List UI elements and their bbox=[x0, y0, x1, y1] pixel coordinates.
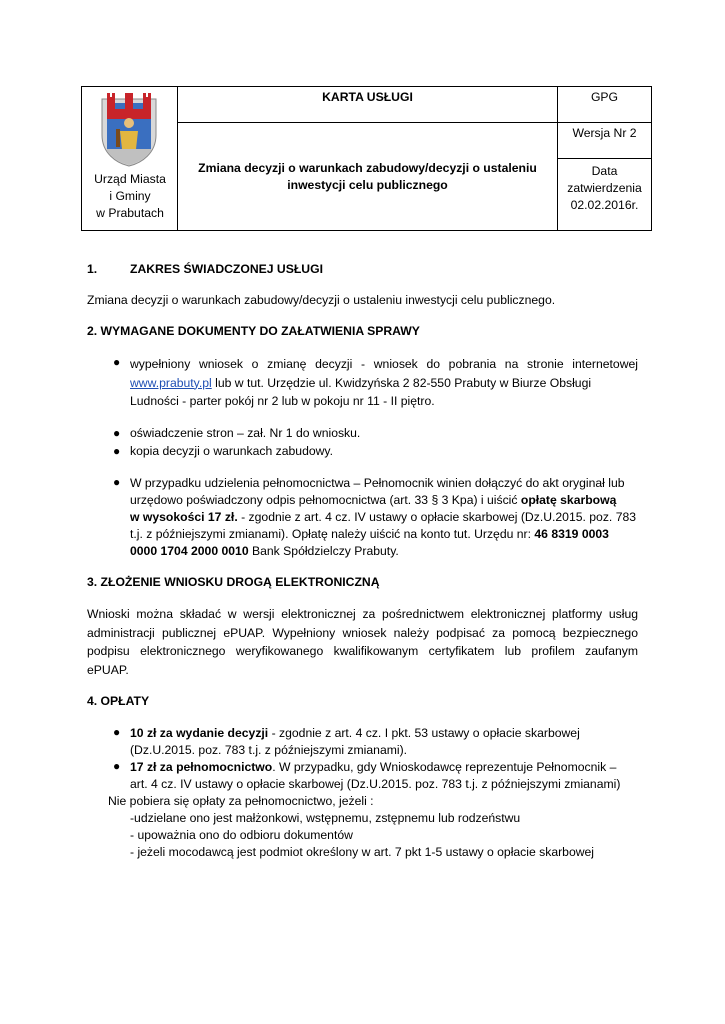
office-name bbox=[82, 171, 178, 222]
fee2-label: 17 zł za pełnomocnictwo bbox=[130, 760, 273, 774]
office-line-2: i Gminy bbox=[109, 189, 151, 203]
exemption-2: - upoważnia ono do odbioru dokumentów bbox=[130, 828, 353, 842]
fee-item-2 bbox=[130, 759, 640, 793]
website-link[interactable]: www.prabuty.pl bbox=[130, 375, 212, 390]
doc4-line3: - zgodnie z art. 4 cz. IV ustawy o opłacie skarbowej (Dz.U.2015. poz. 783 bbox=[237, 510, 637, 524]
bank-name: Bank Spółdzielczy Prabuty. bbox=[248, 544, 399, 558]
exemption-3: - jeżeli mocodawcą jest podmiot określony w art. 7 pkt 1-5 ustawy o opłacie skarbowej bbox=[130, 845, 595, 859]
section1-text: Zmiana decyzji o warunkach zabudowy/decyzji o ustaleniu inwestycji celu publicznego. bbox=[87, 293, 556, 307]
approval-date: 02.02.2016r. bbox=[570, 198, 639, 212]
service-name: Zmiana decyzji o warunkach zabudowy/decyzji o ustaleniu inwestycji celu publicznego bbox=[178, 123, 558, 230]
exemption-1: -udzielane ono jest małżonkowi, wstępnemu, zstępnemu lub rodzeństwu bbox=[130, 811, 521, 825]
section1-number: 1. bbox=[87, 262, 98, 276]
office-line-3: w Prabutach bbox=[96, 206, 164, 220]
fee1-line2: (Dz.U.2015. poz. 783 t.j. z późniejszymi zmianami). bbox=[130, 743, 408, 757]
fee2-text: . W przypadku, gdy Wnioskodawcę reprezentuje Pełnomocnik – bbox=[272, 760, 617, 774]
account-number-part2: 0000 1704 2000 0010 bbox=[130, 544, 249, 558]
exemption-intro: Nie pobiera się opłaty za pełnomocnictwo, jeżeli : bbox=[108, 794, 374, 808]
card-title: KARTA USŁUGI bbox=[178, 87, 558, 123]
header-logo-cell bbox=[82, 87, 178, 230]
required-doc-2: oświadczenie stron – zał. Nr 1 do wniosku. bbox=[130, 426, 361, 440]
header-table bbox=[81, 86, 652, 231]
section1-heading: ZAKRES ŚWIADCZONEJ USŁUGI bbox=[130, 262, 323, 276]
account-number-part1: 46 8319 0003 bbox=[534, 527, 609, 541]
required-doc-4 bbox=[130, 475, 638, 560]
section3-line2: administracji publicznej ePUAP. Wypełniony wniosek należy podpisać za pomocą bezpiecznego bbox=[87, 625, 638, 640]
doc4-line2: urzędowo poświadczony odpis pełnomocnictwa (art. 33 § 3 Kpa) i uiścić bbox=[130, 493, 521, 507]
approval-cell bbox=[558, 159, 651, 230]
bullet-icon: ● bbox=[113, 475, 121, 489]
section4-heading: 4. OPŁATY bbox=[87, 694, 150, 708]
section2-heading: 2. WYMAGANE DOKUMENTY DO ZAŁATWIENIA SPRAWY bbox=[87, 324, 420, 338]
fee-label: opłatę skarbową bbox=[520, 493, 617, 507]
section3-line1: Wnioski można składać w wersji elektronicznej za pośrednictwem elektronicznej platformy usług bbox=[87, 607, 638, 621]
version-label: Wersja Nr 2 bbox=[558, 123, 651, 159]
required-doc-3: kopia decyzji o warunkach zabudowy. bbox=[130, 444, 334, 458]
coat-of-arms-icon bbox=[98, 91, 160, 167]
doc1-line2: lub w tut. Urzędzie ul. Kwidzyńska 2 82-550 Prabuty w Biurze Obsługi bbox=[211, 375, 592, 390]
service-code: GPG bbox=[558, 87, 651, 123]
approval-label: Data zatwierdzenia bbox=[567, 164, 642, 195]
bullet-icon: ● bbox=[113, 444, 121, 458]
fee-item-1 bbox=[130, 725, 640, 759]
doc1-line3: Ludności - parter pokój nr 2 lub w pokoju nr 11 - II piętro. bbox=[130, 394, 435, 408]
fee2-line2: art. 4 cz. IV ustawy o opłacie skarbowej (Dz.U.2015. poz. 783 t.j. z późniejszymi zmianami) bbox=[130, 777, 621, 791]
doc4-line1: W przypadku udzielenia pełnomocnictwa – Pełnomocnik winien dołączyć do akt oryginał lub bbox=[130, 476, 625, 490]
section3-heading: 3. ZŁOŻENIE WNIOSKU DROGĄ ELEKTRONICZNĄ bbox=[87, 575, 380, 589]
fee1-label: 10 zł za wydanie decyzji bbox=[130, 726, 269, 740]
fee-amount: w wysokości 17 zł. bbox=[130, 510, 238, 524]
doc4-line4: t.j. z późniejszymi zmianami). Opłatę należy uiścić na konto tut. Urzędu nr: bbox=[130, 527, 535, 541]
bullet-icon: ● bbox=[113, 355, 121, 369]
section3-line4: ePUAP. bbox=[87, 662, 129, 677]
bullet-icon: ● bbox=[113, 759, 121, 773]
fee1-text: - zgodnie z art. 4 cz. I pkt. 53 ustawy o opłacie skarbowej bbox=[268, 726, 580, 740]
bullet-icon: ● bbox=[113, 426, 121, 440]
office-line-1: Urząd Miasta bbox=[94, 172, 166, 186]
bullet-icon: ● bbox=[113, 725, 121, 739]
section3-text bbox=[87, 605, 638, 679]
doc1-line1: wypełniony wniosek o zmianę decyzji - wniosek do pobrania na stronie internetowej bbox=[130, 357, 638, 371]
section3-line3: podpisu elektronicznego weryfikowanego kwalifikowanym certyfikatem lub profilem zaufanym bbox=[87, 644, 638, 658]
required-doc-1 bbox=[130, 355, 638, 411]
